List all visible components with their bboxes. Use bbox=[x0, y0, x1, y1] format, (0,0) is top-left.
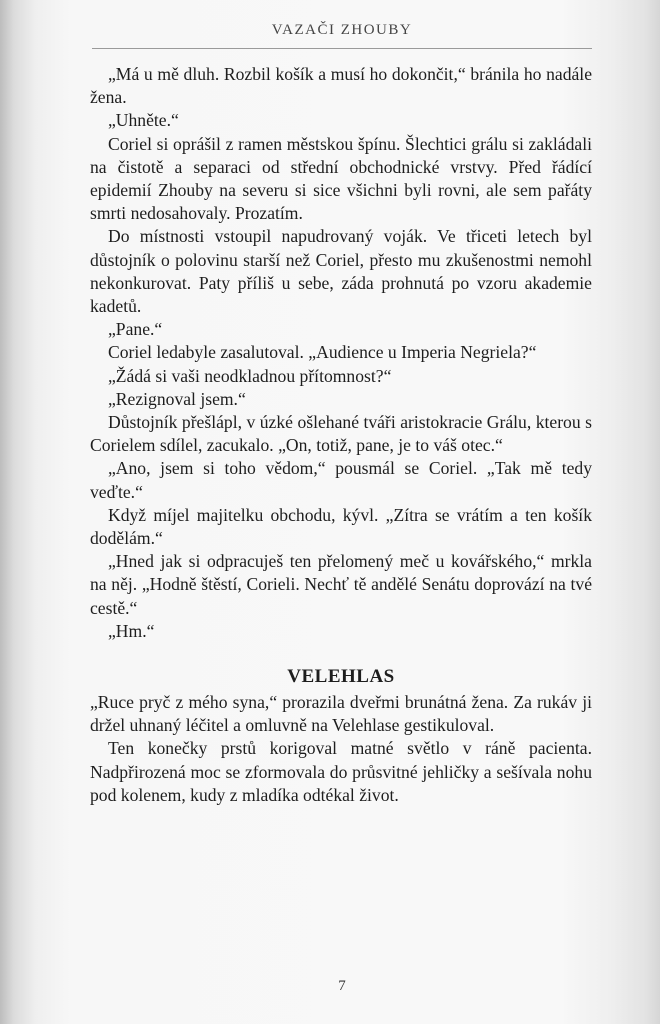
paragraph: „Ruce pryč z mého syna,“ prorazila dveřmi brunátná žena. Za rukáv ji držel uhnaný léčitel a omluvně na Velehlase gestikuloval. bbox=[90, 692, 592, 736]
page-number: 7 bbox=[338, 978, 346, 994]
paragraph: Do místnosti vstoupil napudrovaný voják. Ve třiceti letech byl důstojník o polovinu starší než Coriel, přesto mu zkušenostmi nemohl nekonkurovat. Paty příliš u sebe, záda prohnutá po vzoru akademie kadetů. bbox=[90, 226, 592, 317]
body-text bbox=[90, 63, 592, 807]
paragraph: „Ano, jsem si toho vědom,“ pousmál se Coriel. „Tak mě tedy veďte.“ bbox=[90, 458, 592, 502]
paragraph: „Rezignoval jsem.“ bbox=[108, 388, 246, 409]
paragraph: „Žádá si vaši neodkladnou přítomnost?“ bbox=[108, 365, 392, 386]
header-rule bbox=[92, 48, 592, 49]
paragraph: Když míjel majitelku obchodu, kývl. „Zítra se vrátím a ten košík dodělám.“ bbox=[90, 504, 592, 549]
paragraph: „Hned jak si odpracuješ ten přelomený meč u kovářského,“ mrkla na něj. „Hodně štěstí, Corieli. Nechť tě andělé Senátu doprovází na tvé cestě.“ bbox=[90, 551, 592, 618]
paragraph: Coriel ledabyle zasalutoval. „Audience u Imperia Negriela?“ bbox=[108, 342, 537, 363]
paragraph: Ten konečky prstů korigoval matné světlo v ráně pacienta. Nadpřirozená moc se zformovala do průsvitné jehličky a sešívala nohu pod kolenem, kudy z mladíka odtékal život. bbox=[90, 738, 592, 805]
running-head: VAZAČI ZHOUBY bbox=[271, 22, 413, 38]
paragraph: „Hm.“ bbox=[108, 620, 155, 641]
paragraph: Coriel si oprášil z ramen městskou špínu. Šlechtici grálu si zakládali na čistotě a separaci od střední obchodnické vrstvy. Před řádící epidemií Zhouby na severu si sice všichni byli rovni, ale sem pařáty smrti nedosahovaly. Prozatím. bbox=[90, 133, 592, 224]
paragraph: „Má u mě dluh. Rozbil košík a musí ho dokončit,“ bránila ho nadále žena. bbox=[90, 64, 592, 108]
paragraph: Důstojník přešlápl, v úzké ošlehané tváři aristokracie Grálu, kterou s Corielem sdílel, zacukalo. „On, totiž, pane, je to váš otec.“ bbox=[90, 412, 592, 456]
paragraph: „Uhněte.“ bbox=[108, 110, 179, 131]
paragraph: „Pane.“ bbox=[108, 319, 163, 340]
section-heading: VELEHLAS bbox=[287, 666, 395, 688]
